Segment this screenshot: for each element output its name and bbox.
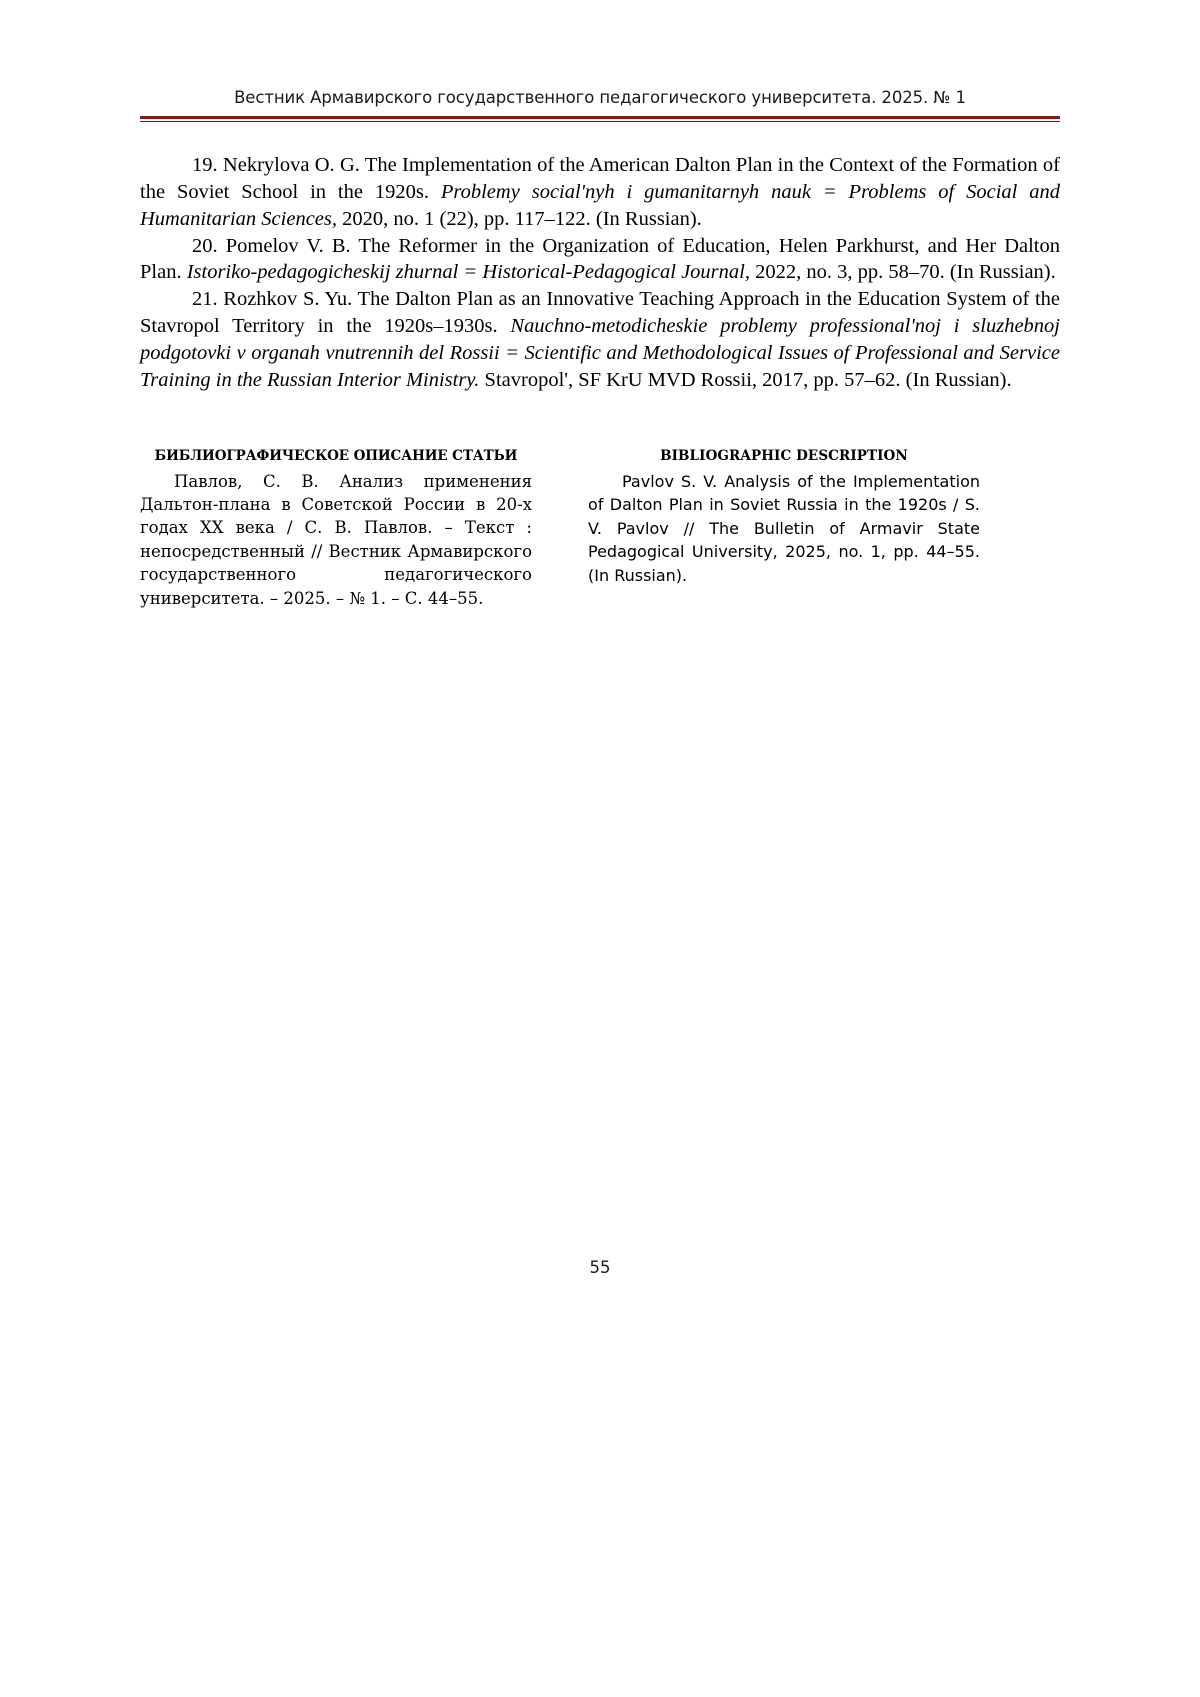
header-rule-group <box>140 116 1060 122</box>
reference-item-21 <box>140 286 1060 393</box>
bibliographic-description-ru-heading: БИБЛИОГРАФИЧЕСКОЕ ОПИСАНИЕ СТАТЬИ <box>154 447 518 464</box>
page-content <box>140 0 1060 610</box>
reference-tail: 2022, no. 3, pp. 58–70. (In Russian). <box>749 261 1056 284</box>
reference-tail: 2020, no. 1 (22), pp. 117–122. (In Russian). <box>337 207 702 230</box>
header-rule-thin <box>140 121 1060 122</box>
reference-text: 19. Nekrylova O. G. The Implementation of the American Dalton Plan in the Context of the Formation of the Soviet School in the 1920s. <box>140 154 1060 203</box>
reference-item-20 <box>140 233 1060 287</box>
bibliographic-description-english <box>588 448 980 611</box>
running-head: Вестник Армавирского государственного педагогического университета. 2025. № 1 <box>234 88 966 107</box>
bibliographic-description-en-heading: BIBLIOGRAPHIC DESCRIPTION <box>660 447 908 464</box>
page-number: 55 <box>589 1258 611 1277</box>
bibliographic-description-ru-text: Павлов, С. В. Анализ применения Дальтон-плана в Советской России в 20-х годах XX века / С. В. Павлов. – Текст : непосредственный // Вестник Армавирского государственного педагогического университета. – 2025. – № 1. – С. 44–55. <box>140 471 532 608</box>
reference-text: 20. Pomelov V. B. The Reformer in the Organization of Education, Helen Parkhurst, and Her Dalton Plan. <box>140 234 1060 284</box>
bibliographic-description-en-text: Pavlov S. V. Analysis of the Implementation of Dalton Plan in Soviet Russia in the 1920s / S. V. Pavlov // The Bulletin of Armavir State Pedagogical University, 2025, no. 1, pp. 44–55. (In Russian). <box>588 471 980 585</box>
reference-source-title: Problemy social'nyh i gumanitarnyh nauk = Problems of Social and Humanitarian Sciences, <box>140 180 1060 230</box>
reference-list <box>140 152 1060 394</box>
reference-tail: Stavropol', SF KrU MVD Rossii, 2017, pp. 57–62. (In Russian). <box>479 368 1012 391</box>
reference-source-title: Nauchno-metodicheskie problemy professional'noj i sluzhebnoj podgotovki v organah vnutrennih del Rossii = Scientific and Methodological Issues of Professional and Service Training in the Russian Interior Ministry. <box>140 315 1060 391</box>
bibliographic-description-russian <box>140 448 532 611</box>
header-rule-thick <box>140 116 1060 119</box>
reference-text: 21. Rozhkov S. Yu. The Dalton Plan as an Innovative Teaching Approach in the Education System of the Stavropol Territory in the 1920s–1930s. <box>140 288 1060 338</box>
bibliographic-description-block <box>140 448 1060 611</box>
reference-source-title: Istoriko-pedagogicheskij zhurnal = Historical-Pedagogical Journal, <box>186 261 750 284</box>
reference-item-19 <box>140 152 1060 233</box>
